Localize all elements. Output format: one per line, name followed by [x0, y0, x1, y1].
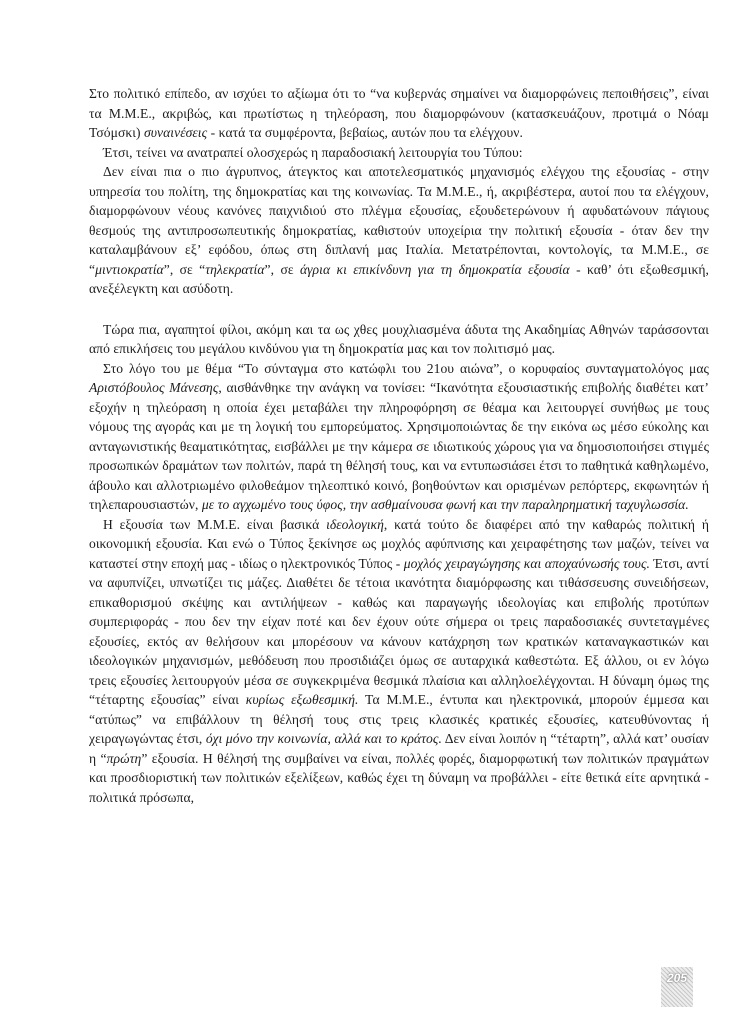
italic-text-run: με το αγχωμένο τους ύφος, την ασθμαίνουσα φωνή και την παραληρηματική ταχυγλωσσία. — [201, 497, 689, 512]
italic-text-run: πρώτη — [106, 750, 142, 766]
text-run: ”, σε “ — [163, 261, 206, 277]
text-run: Τώρα πια, αγαπητοί φίλοι, ακόμη και τα ως χθες μουχλιασμένα άδυτα της Ακαδημίας Αθηνών ταράσσονται από επικλήσεις του μεγάλου κινδύνου για τη δημοκρατία μας και τον πολιτισμό μας. — [89, 321, 709, 356]
paragraph — [89, 162, 709, 299]
page-number: 205 — [666, 971, 688, 985]
article-body — [89, 84, 709, 807]
italic-text-run: κυρίως εξωθεσμική. — [245, 692, 359, 707]
text-run: Στο πολιτικό επίπεδο, αν ισχύει το αξίωμα ότι το “να κυβερνάς σημαίνει να διαμορφώνεις πεποιθήσεις”, είναι τα Μ.Μ.Ε., ακριβώς, και πρωτίστως η τηλεόραση, που διαμορφώνουν (κατασκευάζουν, προτιμά ο Νόαμ Τσόμσκι) — [89, 86, 709, 140]
italic-text-run: Αριστόβουλος Μάνεσης — [89, 380, 219, 395]
text-run: ”, σε — [264, 261, 300, 277]
text-run: - κατά τα συμφέροντα, βεβαίως, αυτών που τα ελέγχουν. — [207, 125, 523, 140]
text-run: Έτσι, τείνει να ανατραπεί ολοσχερώς η παραδοσιακή λειτουργία του Τύπου: — [103, 144, 523, 160]
text-run: Δεν είναι πια ο πιο άγρυπνος, άτεγκτος και αποτελεσματικός μηχανισμός ελέγχου της εξουσίας - στην υπηρεσία του πολίτη, της δημοκρατίας και της κοινωνίας. Τα Μ.Μ.Ε., ή, ακριβέστερα, αυτοί που τα ελέγχουν, διαμορφώνουν νέους κανόνες παιχνιδιού στο πλέγμα εξουσίας, εξουδετερώνουν ή αφυδατώνουν πάγιους θεσμούς της αντιπροσωπευτικής δημοκρατίας, καθιστούν υποχείρια την πολιτική εξουσία - όταν δεν την καταλαμβάνουν εξ’ εφόδου, όπως στη διπλανή μας Ιταλία. Μετατρέπονται, κοντολογίς, τα Μ.Μ.Ε., σε “ — [89, 164, 709, 277]
text-run: Στο λόγο του με θέμα “Το σύνταγμα στο κατώφλι του 21ου αιώνα”, ο κορυφαίος συνταγματολόγος μας — [103, 360, 709, 376]
text-run: Έτσι, αντί να αφυπνίζει, υπνωτίζει τις μάζες. Διαθέτει δε τέτοια ικανότητα διαμόρφωσης και τιθάσσευσης συνειδήσεων, επικαθορισμού σκέψης και αντιλήψεων - καθώς και παραγωγής ιδεολογίας και επιβολής προτύπων συμπεριφοράς - που δεν την είχαν ποτέ και δεν έχουν ούτε σήμερα οι τρεις παραδοσιακές συντεταγμένες εξουσίες, εκτός αν θελήσουν και μπορέσουν να κάνουν κατάχρηση των κρατικών καταναγκαστικών και ιδεολογικών μηχανισμών, μεθόδευση που προσιδιάζει όμως σε αυταρχικά καθεστώτα. Εξ άλλου, οι εν λόγω τρεις εξουσίες λειτουργούν μέσα σε συγκεκριμένα θεσμικά πλαίσια και αλληλοελέγχονται. Η δύναμη όμως της “τέταρτης εξουσίας” είναι — [89, 555, 710, 707]
text-run: ” εξουσία. Η θέλησή της συμβαίνει να είναι, πολλές φορές, διαμορφωτική των πολιτικών πραγμάτων και προσδιοριστική των πολιτικών εξελίξεων, καθώς έχει τη δύναμη να προβάλλει - είτε θετικά είτε αρνητικά - πολιτικά πρόσωπα, — [89, 750, 709, 805]
italic-text-run: τηλεκρατία — [205, 261, 265, 277]
paragraph — [89, 84, 709, 143]
paragraph — [89, 515, 709, 808]
italic-text-run: άγρια κι επικίνδυνη για τη δημοκρατία εξουσία — [299, 261, 570, 277]
text-run: , κατά τούτο δε διαφέρει από την καθαρώς πολιτική ή οικονομική εξουσία. Και ενώ ο Τύπος ξεκίνησε ως μοχλός αφύπνισης και χειραφέτησης των μαζών, τείνει να καταστεί στην εποχή μας - ιδίως ο ηλεκτρονικός Τύπος - — [89, 516, 709, 571]
italic-text-run: όχι μόνο την κοινωνία, αλλά και το κράτος. — [205, 731, 442, 746]
italic-text-run: μιντιοκρατία — [95, 261, 164, 277]
italic-text-run: ιδεολογική — [326, 516, 384, 532]
page-number-badge — [661, 967, 693, 1007]
italic-text-run: μοχλός χειραγώγησης και αποχαύνωσής τους. — [403, 555, 650, 571]
paragraph — [89, 359, 709, 515]
paragraph — [89, 320, 709, 359]
text-run: Τα Μ.Μ.Ε., έντυπα και ηλεκτρονικά, μπορούν έμμεσα και “ατύπως” να επιβάλλουν τη θέλησή τους στις τρεις κλασικές κρατικές εξουσίες, κατευθύνοντας ή χειραγωγώντας έτσι, — [89, 692, 709, 746]
italic-text-run: συναινέσεις — [144, 125, 208, 140]
text-run: - καθ’ ότι εξωθεσμική, ανεξέλεγκτη και ασύδοτη. — [89, 261, 709, 296]
text-run: Δεν είναι λοιπόν η “τέταρτη”, αλλά κατ’ ουσίαν η “ — [89, 731, 709, 766]
text-run: , αισθάνθηκε την ανάγκη να τονίσει: “Ικανότητα εξουσιαστικής επιβολής διαθέτει κατ’ εξοχήν η τηλεόραση η οποία έχει μεταβάλει την πληροφόρηση σε θέαμα και λειτουργεί συνήθως με τους νόμους της αγοράς και με τη λογική του εμπορεύματος. Χρησιμοποιώντας δε την εικόνα ως μέσο εύκολης και ανταγωνιστικής θεαματικότητας, εισβάλλει με την κάμερα σε ιδιωτικούς χώρους για να δημοσιοποιήσει στιγμές προσωπικών δραμάτων των πολιτών, παρά τη θέλησή τους, και να εντυπωσιάσει έτσι το παθητικά καθηλωμένο, άβουλο και αλλοτριωμένο φιλοθεάμον τηλεοπτικό κοινό, βοηθούντων και ορισμένων ρεπόρτερς, εκφωνητών ή τηλεπαρουσιαστών, — [89, 380, 709, 512]
text-run: Η εξουσία των Μ.Μ.Ε. είναι βασικά — [103, 516, 327, 532]
paragraph — [89, 143, 709, 163]
